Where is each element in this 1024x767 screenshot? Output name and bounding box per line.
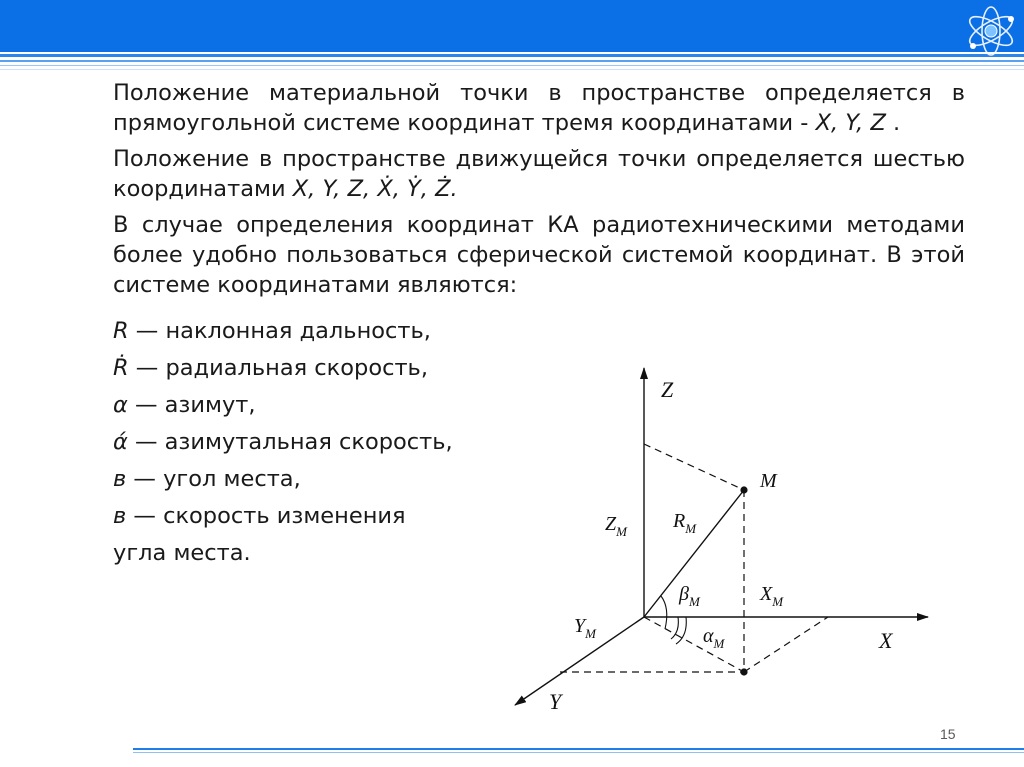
z-axis-label: Z bbox=[661, 377, 674, 402]
z-projection-dash bbox=[644, 444, 744, 490]
definition-text: — азимут, bbox=[127, 392, 256, 418]
header-bar bbox=[0, 0, 1024, 52]
definition-item bbox=[113, 461, 453, 498]
definition-symbol: ά bbox=[113, 429, 128, 455]
definition-item bbox=[113, 387, 453, 424]
definition-symbol: в bbox=[113, 466, 127, 492]
header-stripes bbox=[0, 52, 1024, 72]
para1-text: Положение материальной точки в пространстве определяется в прямоугольной системе координат тремя координатами - bbox=[113, 80, 965, 136]
definition-text: — азимутальная скорость, bbox=[127, 429, 453, 455]
ground-projection-dash bbox=[644, 617, 744, 672]
definition-text: — радиальная скорость, bbox=[128, 355, 428, 381]
definition-symbol: R bbox=[113, 318, 129, 344]
definition-text: — наклонная дальность, bbox=[128, 318, 431, 344]
page-number: 15 bbox=[940, 726, 956, 742]
definition-item bbox=[113, 350, 453, 387]
x-parallel-dash bbox=[744, 617, 828, 672]
zm-label: $Z_M$ bbox=[605, 513, 627, 539]
definition-text: — угол места, bbox=[126, 466, 301, 492]
rm-label: $R_M$ bbox=[673, 510, 697, 536]
x-axis-label: X bbox=[879, 628, 893, 653]
slide-text bbox=[113, 78, 965, 306]
definition-symbol: Ṙ bbox=[113, 355, 129, 381]
beta-arc bbox=[661, 596, 667, 629]
spherical-coordinates-diagram bbox=[500, 355, 950, 727]
paragraph-moving-point bbox=[113, 144, 965, 204]
paragraph-spherical bbox=[113, 210, 965, 300]
xm-label: $X_M$ bbox=[760, 583, 784, 609]
para1-tail: . bbox=[885, 110, 901, 136]
point-projection bbox=[740, 668, 747, 675]
atom-logo-icon bbox=[962, 2, 1020, 60]
definitions-list bbox=[113, 313, 453, 572]
footer-line bbox=[133, 748, 1024, 756]
definition-item bbox=[113, 424, 453, 461]
point-m bbox=[740, 486, 747, 493]
ym-label: $Y_M$ bbox=[574, 615, 596, 641]
y-axis-label: Y bbox=[549, 689, 562, 714]
definition-text: — скорость изменения bbox=[126, 503, 406, 529]
para2-symbols: X, Y, Z, Ẋ, Ẏ, Ż. bbox=[292, 176, 458, 202]
definition-item bbox=[113, 535, 453, 572]
para2-text: Положение в пространстве движущейся точки определяется шестью координатами bbox=[113, 146, 965, 202]
definition-item bbox=[113, 498, 453, 535]
definition-symbol: в bbox=[113, 503, 127, 529]
para1-symbols: X, Y, Z bbox=[815, 110, 886, 136]
alpha-m-label: $\alpha_M$ bbox=[703, 625, 725, 651]
m-point-label: M bbox=[760, 470, 777, 492]
beta-m-label: $\beta_M$ bbox=[679, 583, 700, 609]
paragraph-cartesian bbox=[113, 78, 965, 138]
definition-symbol: α bbox=[113, 392, 128, 418]
definition-text: угла места. bbox=[113, 540, 251, 566]
definition-item bbox=[113, 313, 453, 350]
para3-text: В случае определения координат КА радиотехническими методами более удобно пользоваться сферической системой координат. В этой системе координатами являются: bbox=[113, 212, 965, 298]
